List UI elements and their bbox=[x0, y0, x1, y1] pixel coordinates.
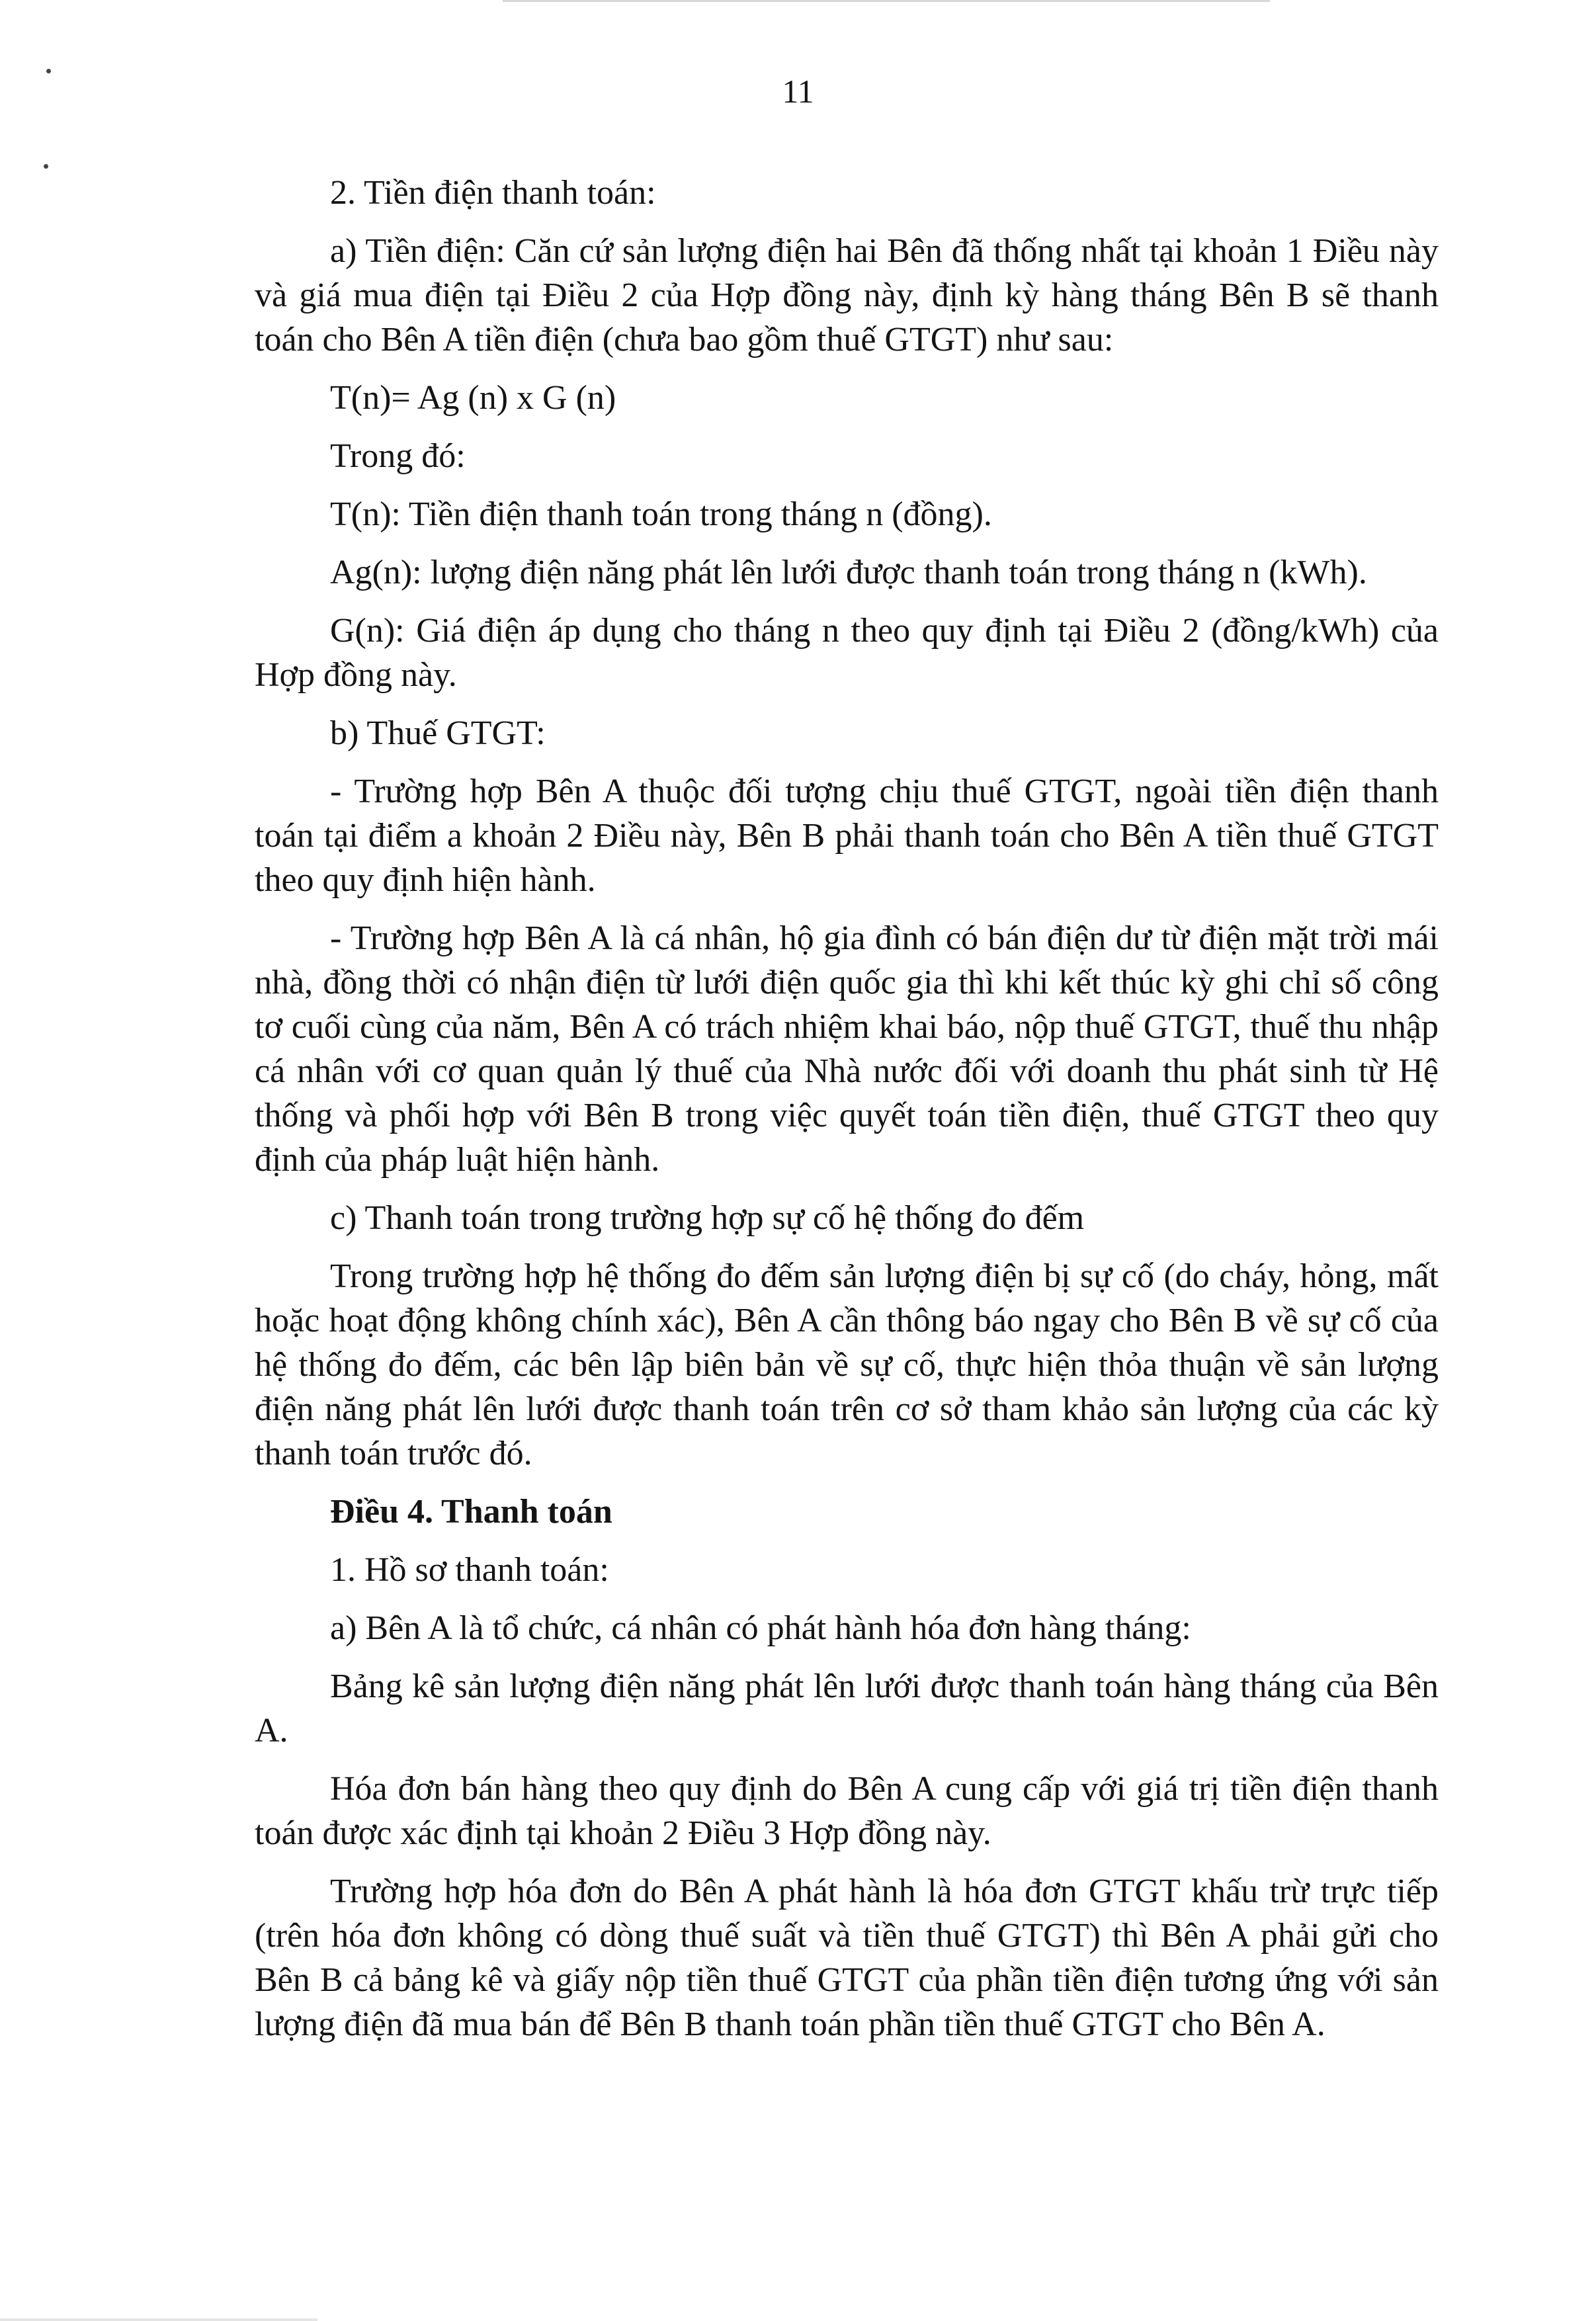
paragraph: G(n): Giá điện áp dụng cho tháng n theo quy định tại Điều 2 (đồng/kWh) của Hợp đồng này. bbox=[255, 612, 1439, 694]
paragraph: Bảng kê sản lượng điện năng phát lên lưới được thanh toán hàng tháng của Bên A. bbox=[255, 1667, 1439, 1750]
paragraph: Hóa đơn bán hàng theo quy định do Bên A cung cấp với giá trị tiền điện thanh toán được xác định tại khoản 2 Điều 3 Hợp đồng này. bbox=[255, 1770, 1439, 1852]
paragraph: 2. Tiền điện thanh toán: bbox=[330, 174, 656, 212]
paragraph: - Trường hợp Bên A là cá nhân, hộ gia đình có bán điện dư từ điện mặt trời mái nhà, đồng thời có nhận điện từ lưới điện quốc gia thì khi kết thúc kỳ ghi chỉ số công tơ cuối cùng của năm, Bên A có trách nhiệm khai báo, nộp thuế GTGT, thuế thu nhập cá nhân với cơ quan quản lý thuế của Nhà nước đối với doanh thu phát sinh từ Hệ thống và phối hợp với Bên B trong việc quyết toán tiền điện, thuế GTGT theo quy định của pháp luật hiện hành. bbox=[255, 919, 1439, 1179]
scan-edge-bottom bbox=[0, 2318, 317, 2321]
paragraph: b) Thuế GTGT: bbox=[330, 714, 546, 752]
paragraph: T(n): Tiền điện thanh toán trong tháng n (đồng). bbox=[330, 495, 992, 533]
paragraph: a) Bên A là tổ chức, cá nhân có phát hành hóa đơn hàng tháng: bbox=[330, 1609, 1191, 1647]
article-heading: Điều 4. Thanh toán bbox=[330, 1493, 612, 1531]
paragraph: c) Thanh toán trong trường hợp sự cố hệ thống đo đếm bbox=[330, 1199, 1085, 1237]
paragraph: 1. Hồ sơ thanh toán: bbox=[330, 1551, 609, 1589]
paragraph: Ag(n): lượng điện năng phát lên lưới được thanh toán trong tháng n (kWh). bbox=[330, 554, 1367, 591]
scan-edge-top bbox=[503, 0, 1270, 2]
page-number: 11 bbox=[782, 73, 814, 110]
document-body bbox=[255, 171, 1439, 2060]
paragraph: Trong trường hợp hệ thống đo đếm sản lượng điện bị sự cố (do cháy, hỏng, mất hoặc hoạt động không chính xác), Bên A cần thông báo ngay cho Bên B về sự cố của hệ thống đo đếm, các bên lập biên bản về sự cố, thực hiện thỏa thuận về sản lượng điện năng phát lên lưới được thanh toán trên cơ sở tham khảo sản lượng của các kỳ thanh toán trước đó. bbox=[255, 1257, 1439, 1472]
paragraph: - Trường hợp Bên A thuộc đối tượng chịu thuế GTGT, ngoài tiền điện thanh toán tại điểm a khoản 2 Điều này, Bên B phải thanh toán cho Bên A tiền thuế GTGT theo quy định hiện hành. bbox=[255, 773, 1439, 899]
scan-speck bbox=[44, 164, 48, 169]
paragraph: Trong đó: bbox=[330, 437, 466, 475]
paragraph: T(n)= Ag (n) x G (n) bbox=[330, 379, 616, 417]
paragraph: a) Tiền điện: Căn cứ sản lượng điện hai Bên đã thống nhất tại khoản 1 Điều này và giá mua điện tại Điều 2 của Hợp đồng này, định kỳ hàng tháng Bên B sẽ thanh toán cho Bên A tiền điện (chưa bao gồm thuế GTGT) như sau: bbox=[255, 232, 1439, 359]
paragraph: Trường hợp hóa đơn do Bên A phát hành là hóa đơn GTGT khấu trừ trực tiếp (trên hóa đơn không có dòng thuế suất và tiền thuế GTGT) thì Bên A phải gửi cho Bên B cả bảng kê và giấy nộp tiền thuế GTGT của phần tiền điện tương ứng với sản lượng điện đã mua bán để Bên B thanh toán phần tiền thuế GTGT cho Bên A. bbox=[255, 1873, 1439, 2043]
